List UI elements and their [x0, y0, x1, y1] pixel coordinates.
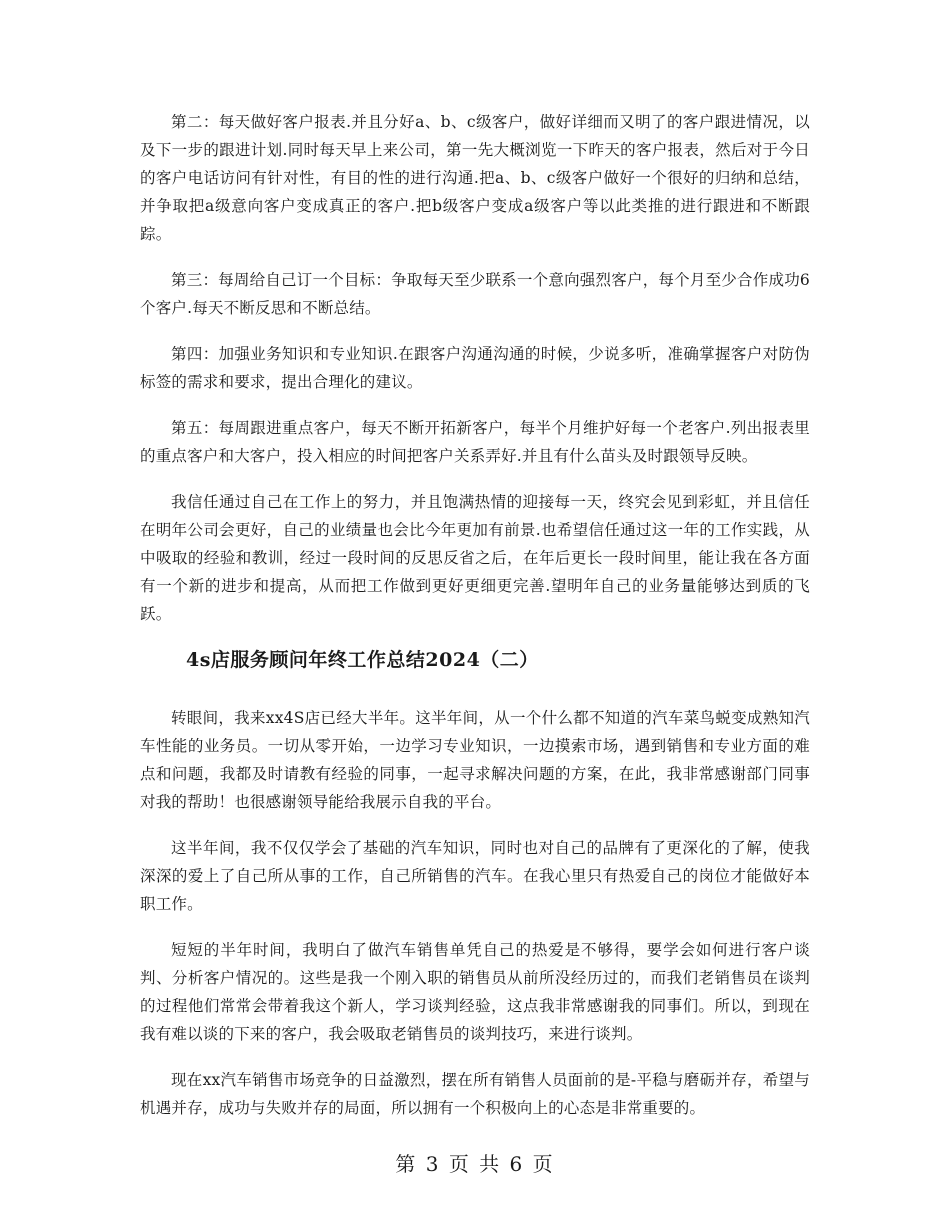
paragraph-negotiation: 短短的半年时间，我明白了做汽车销售单凭自己的热爱是不够得，要学会如何进行客户谈判、分析客户情况的。这些是我一个刚入职的销售员从前所没经历过的，而我们老销售员在谈判的过程他们常常会带着我这个新人，学习谈判经验，这点我非常感谢我的同事们。所以，到现在我有难以谈的下来的客户，我会吸取老销售员的谈判技巧，来进行谈判。 — [140, 941, 810, 1043]
paragraph-third-point: 第三：每周给自己订一个目标：争取每天至少联系一个意向强烈客户，每个月至少合作成功6个客户.每天不断反思和不断总结。 — [140, 271, 810, 317]
paragraph-fourth-point: 第四：加强业务知识和专业知识.在跟客户沟通沟通的时候，少说多听，准确掌握客户对防伪标签的需求和要求，提出合理化的建议。 — [140, 345, 810, 391]
paragraph-learning: 这半年间，我不仅仅学会了基础的汽车知识，同时也对自己的品牌有了更深化的了解，使我深深的爱上了自己所从事的工作，自己所销售的汽车。在我心里只有热爱自己的岗位才能做好本职工作。 — [140, 839, 810, 913]
page-footer: 第 3 页 共 6 页 — [395, 1152, 555, 1176]
document-body — [140, 108, 810, 1140]
paragraph-second-point: 第二：每天做好客户报表.并且分好a、b、c级客户，做好详细而又明了的客户跟进情况，以及下一步的跟进计划.同时每天早上来公司，第一先大概浏览一下昨天的客户报表，然后对于今日的客户电话访问有针对性，有目的性的进行沟通.把a、b、c级客户做好一个很好的归纳和总结，并争取把a级意向客户变成真正的客户.把b级客户变成a级客户等以此类推的进行跟进和不断跟踪。 — [140, 113, 810, 243]
paragraph-intro: 转眼间，我来xx4S店已经大半年。这半年间，从一个什么都不知道的汽车菜鸟蜕变成熟知汽车性能的业务员。一切从零开始，一边学习专业知识，一边摸索市场，遇到销售和专业方面的难点和问题，我都及时请教有经验的同事，一起寻求解决问题的方案，在此，我非常感谢部门同事对我的帮助！也很感谢领导能给我展示自我的平台。 — [140, 709, 810, 811]
paragraph-market: 现在xx汽车销售市场竞争的日益激烈，摆在所有销售人员面前的是-平稳与磨砺并存，希望与机遇并存，成功与失败并存的局面，所以拥有一个积极向上的心态是非常重要的。 — [140, 1071, 810, 1117]
paragraph-fifth-point: 第五：每周跟进重点客户，每天不断开拓新客户，每半个月维护好每一个老客户.列出报表里的重点客户和大客户，投入相应的时间把客户关系弄好.并且有什么苗头及时跟领导反映。 — [140, 419, 810, 465]
section-title: 4s店服务顾问年终工作总结2024（二） — [186, 649, 539, 671]
paragraph-conclusion: 我信任通过自己在工作上的努力，并且饱满热情的迎接每一天，终究会见到彩虹，并且信任在明年公司会更好，自己的业绩量也会比今年更加有前景.也希望信任通过这一年的工作实践，从中吸取的经验和教训，经过一段时间的反思反省之后，在年后更长一段时间里，能让我在各方面有一个新的进步和提高，从而把工作做到更好更细更完善.望明年自己的业务量能够达到质的飞跃。 — [140, 493, 810, 623]
